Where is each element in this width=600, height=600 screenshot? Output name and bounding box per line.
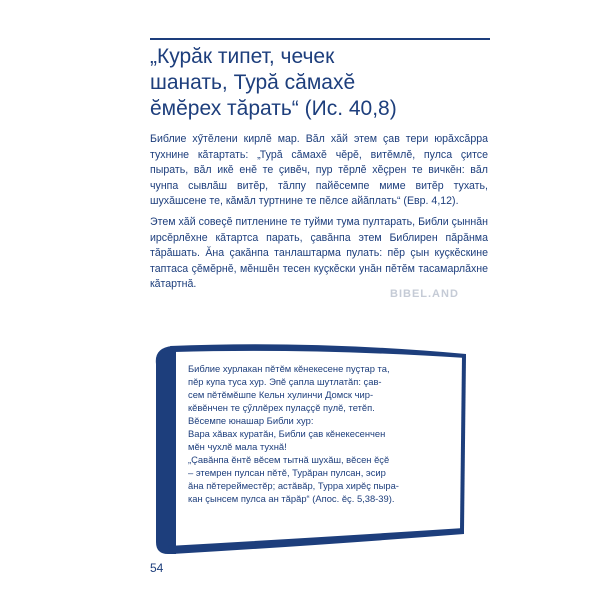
quote-text [188,362,450,505]
watermark: BIBEL.AND [390,288,459,300]
paragraph-1: Библие хӳтĕлени кирлĕ мар. Вăл хăй этем çав тери юрăхсăрра тухнине кăтартать: „Турă сăмахĕ чĕрĕ, витĕмлĕ, пулса çитсе пырать, вăл икĕ енĕ те çивĕч, пур тĕрлĕ хĕçрен те вичкĕн: вăл чунпа сывлăш витĕр, тăлпу пайĕсемпе миме витĕр тухать, шухăшсене те, кăмăл туртнине те пĕлсе айăплать“ (Евр. 4,12). [150,133,488,208]
quote-line: пĕр купа туса хур. Эпĕ çапла шутлатăп: çав- [188,376,382,387]
quote-line: мĕн чухлĕ мала тухнă! [188,441,287,452]
page-title [150,44,495,122]
title-rule [150,38,490,40]
quote-line: Библие хурлакан пĕтĕм кĕнекесене пуçтар та, [188,363,390,374]
quote-line: – этемрен пулсан пĕтĕ, Турăран пулсан, эсир [188,467,386,478]
quote-line: кан çынсем пулса ан тăрăр“ (Апос. ĕç. 5,38-39). [188,493,395,504]
quote-line: „Çавăнпа ĕнтĕ вĕсем тытнă шухăш, вĕсен ĕçĕ [188,454,390,465]
title-line-2: шанать, Турă сăмахĕ [150,71,356,94]
quote-line: ăна пĕтерейместĕр; астăвăр, Турра хирĕç пыра- [188,480,399,491]
body-text [150,132,488,298]
quote-line: Вара хăвах куратăн, Библи çав кĕнекесенчен [188,428,386,439]
title-line-1: „Курăк типет, чечек [150,45,335,68]
quote-line: Вĕсемпе юнашар Библи хур: [188,415,314,426]
quote-line: кĕвĕнчен те çӳллĕрех пулаççĕ пулĕ, тетĕп. [188,402,375,413]
paragraph-2: Этем хăй совеçĕ питленине те туйми тума пултарать, Библи çыннăн ирсĕрлĕхне кăтартса парать, çавăнпа этем Библирен пăрăнма тăрăшать. Ăна çакăнпа танлаштарма пулать: пĕр çын куçкĕскине таптаса çĕмĕрнĕ, мĕншĕн тесен куçкĕски унăн пĕтĕм тасамарлăхне кăтартнă. [150,215,488,291]
page-number: 54 [150,561,164,575]
book-quote-box [150,342,468,560]
quote-line: сем пĕтĕмĕшпе Кельн хулинчи Домск чир- [188,389,374,400]
title-line-3: ĕмĕрех тăрать“ (Ис. 40,8) [150,97,397,120]
